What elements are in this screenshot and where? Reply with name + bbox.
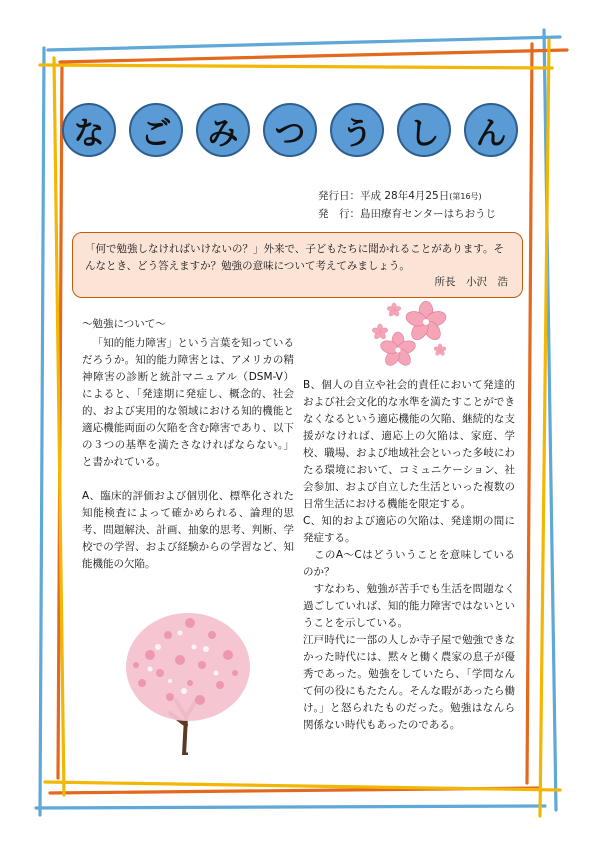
publisher-line: 発 行：島田療育センターはちおうじ <box>318 208 497 220</box>
paragraph: 江戸時代に一部の人しか寺子屋で勉強できなかった時代には、黙々と働く農家の息子が優秀であった。勉強をしていたら、「学問なんて何の役にもたたん。そんな暇があったら働け。」と怒られたものだった。勉強はなんら関係ない時代もあったのである。 <box>303 634 515 731</box>
intro-signature: 所長 小沢 浩 <box>434 276 508 288</box>
issue-date: 発行日：平成 28年4月25日 <box>318 190 450 202</box>
cherry-blossom-tree-icon <box>120 605 256 755</box>
title-char: ん <box>464 103 518 157</box>
issue-number: (第16号) <box>449 192 482 201</box>
intro-text: 「何で勉強しなければいけないの？」外来で、子どもたちに聞かれることがあります。そんなとき、どう答えますか？勉強の意味について考えてみましょう。 <box>85 243 504 272</box>
paragraph: すなわち、勉強が苦手でも生活を問題なく過ごしていれば、知的能力障害ではないということを示している。 <box>303 583 515 629</box>
title-char: う <box>330 103 384 157</box>
title-char: し <box>397 103 451 157</box>
sakura-flower-icon <box>368 300 458 375</box>
title-char: ご <box>129 103 183 157</box>
paragraph: B、個人の自立や社会的責任において発達的および社会文化的な水準を満たすことができなくなるという適応機能の欠陥、継続的な支援がなければ、適応上の欠陥は、家庭、学校、職場、および地域社会といった多岐にわたる環境において、コミュニケーション、社会参加、および自立した生活といった複数の日常生活における機能を限定する。 <box>303 379 515 510</box>
paragraph: C、知的および適応の欠陥は、発達期の間に発症する。 <box>303 515 515 544</box>
left-column <box>82 316 294 573</box>
section-heading: ～勉強について～ <box>82 318 166 330</box>
title-char: み <box>196 103 250 157</box>
issue-date-line <box>318 188 482 203</box>
newsletter-title <box>62 103 552 167</box>
paragraph: A、臨床的評価および個別化、標準化された知能検査によって確かめられる、論理的思考、問題解決、計画、抽象的思考、判断、学校での学習、および経験からの学習など、知能機能の欠陥。 <box>82 490 294 570</box>
intro-box <box>72 232 523 298</box>
title-char: な <box>62 103 116 157</box>
title-char: つ <box>263 103 317 157</box>
right-column <box>303 377 515 734</box>
paragraph: このA～Cはどういうことを意味しているのか？ <box>303 549 515 578</box>
paragraph: 「知的能力障害」という言葉を知っているだろうか。知的能力障害とは、アメリカの精神障害の診断と統計マニュアル（DSM-V）によると、「発達期に発症し、概念的、社会的、および実用的な領域における知的機能と適応機能両面の欠陥を含む障害であり、以下の３つの基準を満たさなければならない。」と書かれている。 <box>82 337 294 468</box>
